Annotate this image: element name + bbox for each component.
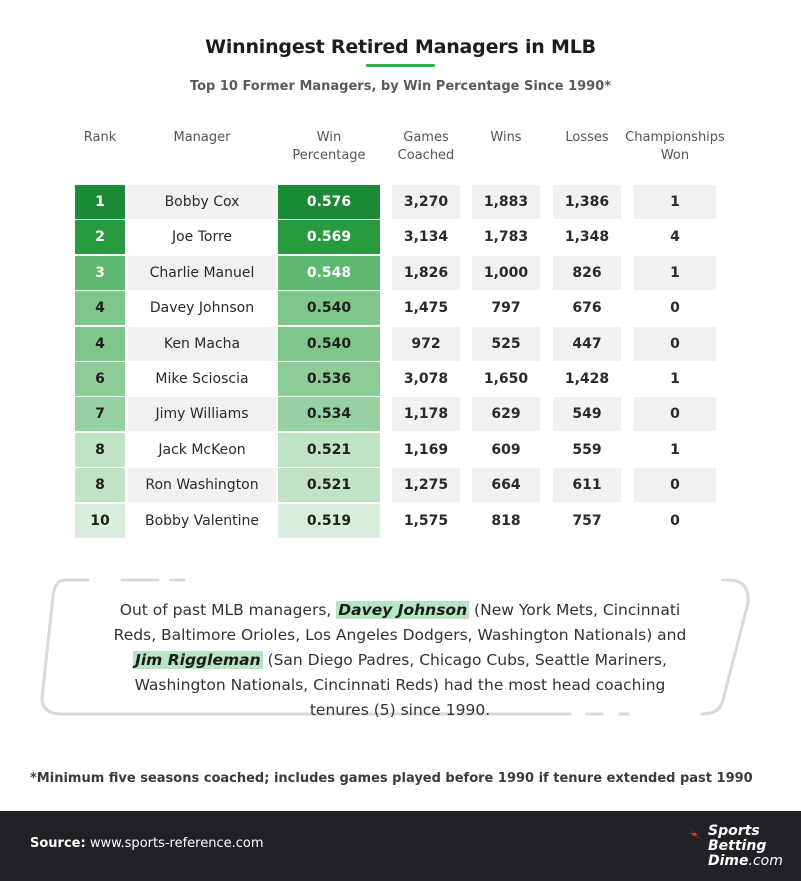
win-pct-cell: 0.521 <box>278 468 380 502</box>
page-subtitle: Top 10 Former Managers, by Win Percentage Since 1990* <box>189 79 612 94</box>
win-pct-cell: 0.521 <box>278 433 380 467</box>
champs-cell: 1 <box>634 433 716 467</box>
wins-cell: 609 <box>472 433 540 467</box>
games-cell: 1,178 <box>392 397 460 431</box>
losses-cell: 447 <box>553 327 621 361</box>
manager-cell: Jack McKeon <box>128 433 276 467</box>
header-losses: Losses <box>565 130 609 145</box>
header-win-percentage: Win Percentage <box>292 130 366 163</box>
win-pct-cell: 0.536 <box>278 362 380 396</box>
rank-cell: 1 <box>75 185 125 219</box>
win-pct-cell: 0.548 <box>278 256 380 290</box>
champs-cell: 4 <box>634 220 716 254</box>
games-cell: 1,826 <box>392 256 460 290</box>
header-manager: Manager <box>173 130 231 145</box>
wins-cell: 1,650 <box>472 362 540 396</box>
champs-cell: 1 <box>634 185 716 219</box>
source-link[interactable]: www.sports-reference.com <box>89 836 264 851</box>
rank-cell: 8 <box>75 433 125 467</box>
losses-cell: 559 <box>553 433 621 467</box>
rank-cell: 7 <box>75 397 125 431</box>
wins-cell: 629 <box>472 397 540 431</box>
losses-cell: 826 <box>553 256 621 290</box>
manager-cell: Davey Johnson <box>128 291 276 325</box>
header-championships: Championships Won <box>625 130 725 163</box>
highlight-davey-johnson: Davey Johnson <box>338 601 468 619</box>
manager-cell: Mike Scioscia <box>128 362 276 396</box>
losses-cell: 757 <box>553 504 621 538</box>
wins-cell: 664 <box>472 468 540 502</box>
win-pct-cell: 0.576 <box>278 185 380 219</box>
win-pct-cell: 0.540 <box>278 327 380 361</box>
games-cell: 1,275 <box>392 468 460 502</box>
games-cell: 972 <box>392 327 460 361</box>
manager-cell: Jimy Williams <box>128 397 276 431</box>
champs-cell: 0 <box>634 468 716 502</box>
win-pct-cell: 0.519 <box>278 504 380 538</box>
losses-cell: 1,386 <box>553 185 621 219</box>
manager-cell: Ken Macha <box>128 327 276 361</box>
brand-logo: Sports Betting Dime.com <box>684 822 784 870</box>
games-cell: 3,078 <box>392 362 460 396</box>
manager-cell: Joe Torre <box>128 220 276 254</box>
win-pct-cell: 0.534 <box>278 397 380 431</box>
wins-cell: 1,783 <box>472 220 540 254</box>
win-pct-cell: 0.540 <box>278 291 380 325</box>
manager-cell: Bobby Valentine <box>128 504 276 538</box>
win-pct-cell: 0.569 <box>278 220 380 254</box>
losses-cell: 1,428 <box>553 362 621 396</box>
header-wins: Wins <box>490 130 522 145</box>
bolt-icon <box>684 824 706 842</box>
wins-cell: 818 <box>472 504 540 538</box>
rank-cell: 4 <box>75 291 125 325</box>
manager-cell: Charlie Manuel <box>128 256 276 290</box>
wins-cell: 797 <box>472 291 540 325</box>
wins-cell: 1,883 <box>472 185 540 219</box>
losses-cell: 549 <box>553 397 621 431</box>
rank-cell: 4 <box>75 327 125 361</box>
losses-cell: 676 <box>553 291 621 325</box>
games-cell: 1,475 <box>392 291 460 325</box>
wins-cell: 525 <box>472 327 540 361</box>
rank-cell: 2 <box>75 220 125 254</box>
manager-cell: Ron Washington <box>128 468 276 502</box>
rank-cell: 3 <box>75 256 125 290</box>
footnote: *Minimum five seasons coached; includes games played before 1990 if tenure extended past 1990 <box>30 771 753 786</box>
callout-text: Out of past MLB managers, Davey Johnson (New York Mets, Cincinnati Reds, Baltimore Orioles, Los Angeles Dodgers, Washington Nationals) and Jim Riggleman (San Diego Padres, Chicago Cubs, Seattle Mariners, Washington Nationals, Cincinnati Reds) had the most head coaching tenures (5) since 1990. <box>113 601 687 719</box>
champs-cell: 0 <box>634 397 716 431</box>
champs-cell: 0 <box>634 291 716 325</box>
manager-cell: Bobby Cox <box>128 185 276 219</box>
title-underline <box>366 64 435 67</box>
games-cell: 3,270 <box>392 185 460 219</box>
highlight-jim-riggleman: Jim Riggleman <box>135 651 261 669</box>
page-title: Winningest Retired Managers in MLB <box>205 36 596 58</box>
rank-cell: 8 <box>75 468 125 502</box>
rank-cell: 6 <box>75 362 125 396</box>
champs-cell: 1 <box>634 256 716 290</box>
games-cell: 1,169 <box>392 433 460 467</box>
champs-cell: 1 <box>634 362 716 396</box>
header-games-coached: Games Coached <box>397 130 455 163</box>
games-cell: 3,134 <box>392 220 460 254</box>
rank-cell: 10 <box>75 504 125 538</box>
champs-cell: 0 <box>634 504 716 538</box>
games-cell: 1,575 <box>392 504 460 538</box>
header-rank: Rank <box>83 130 117 145</box>
champs-cell: 0 <box>634 327 716 361</box>
losses-cell: 1,348 <box>553 220 621 254</box>
losses-cell: 611 <box>553 468 621 502</box>
wins-cell: 1,000 <box>472 256 540 290</box>
source-line: Source: www.sports-reference.com <box>30 836 264 851</box>
